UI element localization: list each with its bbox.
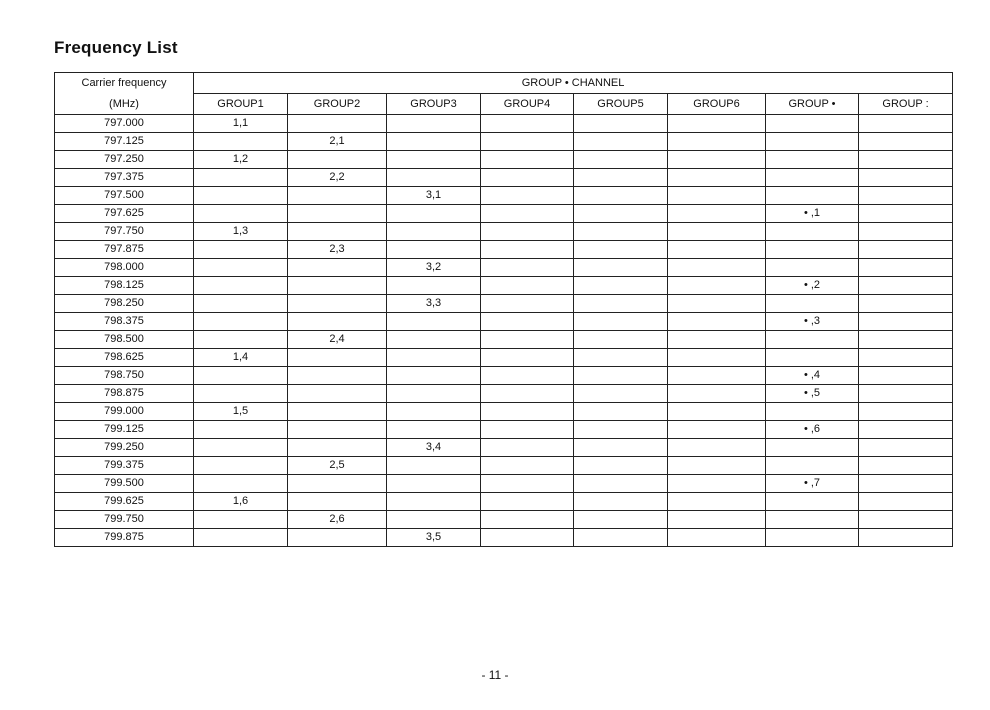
table-row: [55, 511, 953, 529]
frequency-cell: 798.625: [55, 349, 194, 367]
group-column-header: GROUP •: [766, 94, 859, 115]
frequency-cell: 797.375: [55, 169, 194, 187]
group-channel-cell: • ,3: [766, 313, 859, 331]
table-row: [55, 439, 953, 457]
group-channel-cell: 3,2: [387, 259, 481, 277]
group-channel-cell: [481, 367, 574, 385]
group-channel-cell: [859, 475, 953, 493]
group-channel-cell: [574, 169, 668, 187]
group-channel-cell: [859, 277, 953, 295]
group-channel-cell: [766, 493, 859, 511]
group-channel-cell: [859, 259, 953, 277]
frequency-cell: 799.625: [55, 493, 194, 511]
group-channel-cell: [288, 151, 387, 169]
group-channel-cell: [481, 241, 574, 259]
table-row: [55, 187, 953, 205]
group-channel-cell: [481, 475, 574, 493]
group-channel-cell: 1,5: [194, 403, 288, 421]
group-channel-cell: 2,6: [288, 511, 387, 529]
group-channel-cell: [766, 457, 859, 475]
group-channel-cell: 2,4: [288, 331, 387, 349]
group-channel-cell: [766, 511, 859, 529]
frequency-cell: 797.875: [55, 241, 194, 259]
table-row: [55, 295, 953, 313]
group-channel-cell: [288, 187, 387, 205]
group-channel-cell: [574, 475, 668, 493]
group-channel-cell: [194, 205, 288, 223]
group-channel-cell: 3,4: [387, 439, 481, 457]
group-channel-cell: [194, 529, 288, 547]
group-channel-cell: [387, 241, 481, 259]
frequency-cell: 798.125: [55, 277, 194, 295]
group-channel-cell: [481, 205, 574, 223]
group-channel-cell: [387, 223, 481, 241]
group-channel-cell: [387, 115, 481, 133]
table-row: [55, 457, 953, 475]
group-channel-cell: [574, 493, 668, 511]
group-channel-cell: [194, 295, 288, 313]
group-channel-cell: [766, 115, 859, 133]
frequency-table: [54, 72, 953, 547]
frequency-cell: 797.250: [55, 151, 194, 169]
group-channel-cell: [766, 295, 859, 313]
group-channel-cell: • ,2: [766, 277, 859, 295]
frequency-cell: 797.625: [55, 205, 194, 223]
group-channel-cell: [288, 349, 387, 367]
table-row: [55, 223, 953, 241]
group-channel-cell: [859, 421, 953, 439]
group-channel-cell: [668, 241, 766, 259]
group-channel-cell: [668, 349, 766, 367]
table-row: [55, 205, 953, 223]
group-channel-cell: [668, 529, 766, 547]
group-channel-cell: • ,7: [766, 475, 859, 493]
group-channel-cell: [668, 367, 766, 385]
group-channel-cell: [668, 493, 766, 511]
group-channel-cell: [766, 349, 859, 367]
group-channel-cell: [387, 349, 481, 367]
table-row: [55, 259, 953, 277]
group-channel-cell: 2,5: [288, 457, 387, 475]
group-channel-cell: [859, 187, 953, 205]
group-channel-cell: [194, 511, 288, 529]
group-channel-cell: [574, 403, 668, 421]
group-channel-cell: 2,2: [288, 169, 387, 187]
group-channel-cell: [387, 403, 481, 421]
group-channel-cell: [481, 349, 574, 367]
group-channel-cell: [766, 439, 859, 457]
group-channel-cell: • ,5: [766, 385, 859, 403]
table-row: [55, 475, 953, 493]
group-channel-cell: [194, 385, 288, 403]
frequency-cell: 799.500: [55, 475, 194, 493]
group-channel-cell: [387, 511, 481, 529]
table-body: [55, 115, 953, 547]
group-channel-cell: [574, 529, 668, 547]
group-channel-cell: [194, 133, 288, 151]
group-channel-cell: [481, 187, 574, 205]
group-channel-cell: [288, 475, 387, 493]
group-channel-header: GROUP • CHANNEL: [194, 73, 953, 94]
group-channel-cell: [194, 241, 288, 259]
group-channel-cell: [481, 115, 574, 133]
group-channel-cell: [387, 133, 481, 151]
table-row: [55, 241, 953, 259]
group-channel-cell: [574, 439, 668, 457]
frequency-cell: 799.125: [55, 421, 194, 439]
group-channel-cell: [859, 223, 953, 241]
group-channel-cell: 3,1: [387, 187, 481, 205]
group-channel-cell: [194, 439, 288, 457]
group-channel-cell: [668, 151, 766, 169]
group-channel-cell: [288, 385, 387, 403]
table-row: [55, 421, 953, 439]
group-channel-cell: [574, 115, 668, 133]
group-channel-cell: [194, 259, 288, 277]
group-channel-cell: [387, 151, 481, 169]
table-row: [55, 403, 953, 421]
group-channel-cell: [194, 475, 288, 493]
unit-header: (MHz): [55, 94, 194, 115]
group-channel-cell: [481, 385, 574, 403]
group-channel-cell: [288, 223, 387, 241]
group-channel-cell: [387, 169, 481, 187]
group-channel-cell: [481, 511, 574, 529]
group-channel-cell: 1,3: [194, 223, 288, 241]
group-channel-cell: [668, 421, 766, 439]
group-channel-cell: [859, 331, 953, 349]
group-channel-cell: [481, 133, 574, 151]
group-channel-cell: [766, 133, 859, 151]
group-column-header: GROUP2: [288, 94, 387, 115]
frequency-cell: 797.750: [55, 223, 194, 241]
group-channel-cell: [288, 313, 387, 331]
group-channel-cell: [574, 133, 668, 151]
group-channel-cell: [481, 151, 574, 169]
group-channel-cell: [668, 511, 766, 529]
frequency-cell: 797.500: [55, 187, 194, 205]
group-channel-cell: • ,4: [766, 367, 859, 385]
group-channel-cell: [194, 331, 288, 349]
frequency-cell: 799.750: [55, 511, 194, 529]
frequency-cell: 799.375: [55, 457, 194, 475]
group-channel-cell: [574, 295, 668, 313]
group-channel-cell: [574, 511, 668, 529]
group-channel-cell: [668, 313, 766, 331]
page-title: Frequency List: [54, 38, 178, 57]
group-channel-cell: [668, 457, 766, 475]
table-row: [55, 349, 953, 367]
group-channel-cell: [668, 205, 766, 223]
frequency-cell: 797.125: [55, 133, 194, 151]
group-channel-cell: [574, 349, 668, 367]
group-channel-cell: 1,2: [194, 151, 288, 169]
group-channel-cell: [387, 331, 481, 349]
group-channel-cell: [481, 313, 574, 331]
group-channel-cell: 3,5: [387, 529, 481, 547]
group-channel-cell: [766, 151, 859, 169]
group-channel-cell: [766, 331, 859, 349]
group-channel-cell: [859, 115, 953, 133]
group-channel-cell: [574, 187, 668, 205]
group-channel-cell: [574, 421, 668, 439]
group-channel-cell: [481, 457, 574, 475]
table-row: [55, 493, 953, 511]
group-channel-cell: [481, 493, 574, 511]
group-channel-cell: [194, 169, 288, 187]
group-channel-cell: 2,3: [288, 241, 387, 259]
group-channel-cell: [859, 529, 953, 547]
frequency-cell: 798.750: [55, 367, 194, 385]
group-channel-cell: [766, 223, 859, 241]
group-channel-cell: [668, 187, 766, 205]
group-channel-cell: [288, 529, 387, 547]
group-channel-cell: [668, 475, 766, 493]
group-channel-cell: [288, 367, 387, 385]
group-column-header: GROUP4: [481, 94, 574, 115]
group-channel-cell: [668, 385, 766, 403]
group-channel-cell: [668, 331, 766, 349]
group-channel-cell: [859, 295, 953, 313]
group-channel-cell: [194, 421, 288, 439]
group-channel-cell: [574, 367, 668, 385]
group-column-header: GROUP3: [387, 94, 481, 115]
group-channel-cell: [859, 313, 953, 331]
table-row: [55, 169, 953, 187]
table-row: [55, 133, 953, 151]
group-channel-cell: [481, 439, 574, 457]
group-channel-cell: [288, 205, 387, 223]
group-channel-cell: [387, 313, 481, 331]
group-channel-cell: [481, 223, 574, 241]
group-channel-cell: [859, 241, 953, 259]
group-channel-cell: [387, 475, 481, 493]
group-channel-cell: [574, 223, 668, 241]
frequency-cell: 797.000: [55, 115, 194, 133]
group-channel-cell: [481, 529, 574, 547]
group-channel-cell: [574, 277, 668, 295]
group-channel-cell: [387, 385, 481, 403]
group-channel-cell: [668, 115, 766, 133]
group-column-header: GROUP1: [194, 94, 288, 115]
group-channel-cell: [668, 439, 766, 457]
group-channel-cell: [288, 277, 387, 295]
group-channel-cell: [387, 457, 481, 475]
table-row: [55, 367, 953, 385]
group-channel-cell: [766, 403, 859, 421]
group-channel-cell: [668, 133, 766, 151]
group-channel-cell: [288, 403, 387, 421]
group-channel-cell: [481, 403, 574, 421]
group-column-header: GROUP5: [574, 94, 668, 115]
frequency-cell: 799.000: [55, 403, 194, 421]
group-channel-cell: [288, 295, 387, 313]
group-channel-cell: [194, 313, 288, 331]
group-channel-cell: [574, 259, 668, 277]
group-channel-cell: [766, 169, 859, 187]
group-channel-cell: • ,1: [766, 205, 859, 223]
frequency-cell: 798.000: [55, 259, 194, 277]
group-channel-cell: [859, 511, 953, 529]
group-channel-cell: [387, 277, 481, 295]
table-row: [55, 385, 953, 403]
group-channel-cell: [668, 223, 766, 241]
group-channel-cell: [859, 349, 953, 367]
group-channel-cell: [859, 493, 953, 511]
group-channel-cell: [481, 259, 574, 277]
group-channel-cell: [574, 457, 668, 475]
group-channel-cell: [194, 457, 288, 475]
group-channel-cell: [194, 187, 288, 205]
group-channel-cell: 2,1: [288, 133, 387, 151]
group-channel-cell: [859, 439, 953, 457]
page-number: - 11 -: [481, 668, 509, 682]
group-column-header: GROUP6: [668, 94, 766, 115]
table-row: [55, 331, 953, 349]
frequency-cell: 798.875: [55, 385, 194, 403]
group-channel-cell: 1,6: [194, 493, 288, 511]
group-channel-cell: [574, 313, 668, 331]
group-channel-cell: [766, 259, 859, 277]
group-channel-cell: [574, 151, 668, 169]
group-channel-cell: 1,1: [194, 115, 288, 133]
group-channel-cell: [859, 205, 953, 223]
group-channel-cell: [859, 385, 953, 403]
group-channel-cell: [481, 277, 574, 295]
group-channel-cell: [288, 115, 387, 133]
group-channel-cell: [574, 241, 668, 259]
group-channel-cell: [194, 277, 288, 295]
group-channel-cell: [387, 421, 481, 439]
group-channel-cell: [859, 151, 953, 169]
group-channel-cell: [668, 259, 766, 277]
frequency-cell: 799.875: [55, 529, 194, 547]
group-channel-cell: [288, 421, 387, 439]
group-column-header: GROUP :: [859, 94, 953, 115]
group-channel-cell: [574, 385, 668, 403]
frequency-cell: 799.250: [55, 439, 194, 457]
group-channel-cell: [574, 331, 668, 349]
frequency-cell: 798.375: [55, 313, 194, 331]
group-channel-cell: [481, 169, 574, 187]
group-channel-cell: [766, 529, 859, 547]
group-channel-cell: [288, 439, 387, 457]
group-channel-cell: [481, 421, 574, 439]
frequency-cell: 798.500: [55, 331, 194, 349]
group-channel-cell: [194, 367, 288, 385]
table-row: [55, 151, 953, 169]
group-channel-cell: [481, 331, 574, 349]
group-channel-cell: [288, 259, 387, 277]
table-row: [55, 313, 953, 331]
group-channel-cell: [288, 493, 387, 511]
group-channel-cell: [859, 457, 953, 475]
table-row: [55, 277, 953, 295]
group-channel-cell: [859, 403, 953, 421]
frequency-cell: 798.250: [55, 295, 194, 313]
group-channel-cell: [859, 133, 953, 151]
group-channel-cell: [668, 295, 766, 313]
group-channel-cell: [387, 205, 481, 223]
group-channel-cell: [859, 169, 953, 187]
table-row: [55, 529, 953, 547]
group-channel-cell: [481, 295, 574, 313]
group-channel-cell: [574, 205, 668, 223]
group-channel-cell: [668, 403, 766, 421]
group-channel-cell: 1,4: [194, 349, 288, 367]
group-channel-cell: [668, 169, 766, 187]
group-channel-cell: 3,3: [387, 295, 481, 313]
table-row: [55, 115, 953, 133]
carrier-frequency-header: Carrier frequency: [55, 73, 194, 94]
group-channel-cell: [387, 367, 481, 385]
group-channel-cell: [387, 493, 481, 511]
group-channel-cell: • ,6: [766, 421, 859, 439]
group-channel-cell: [766, 187, 859, 205]
group-channel-cell: [766, 241, 859, 259]
group-channel-cell: [668, 277, 766, 295]
group-channel-cell: [859, 367, 953, 385]
